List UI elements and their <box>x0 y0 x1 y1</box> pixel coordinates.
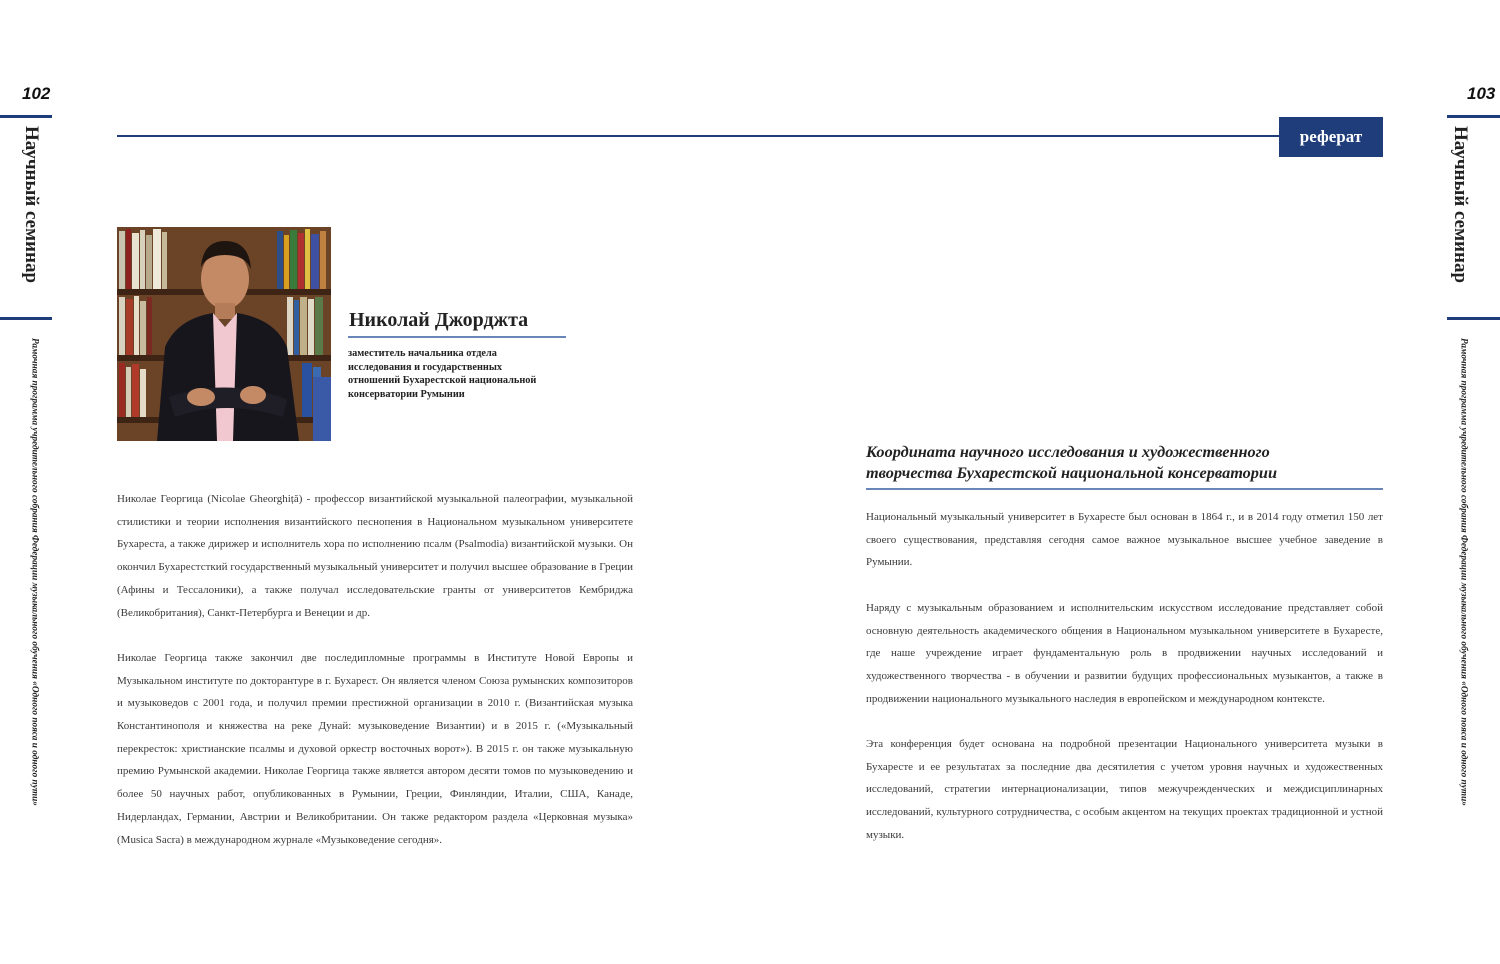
author-name: Николай Джорджта <box>349 309 529 331</box>
author-position <box>348 347 578 401</box>
bio-paragraph: Николае Георгица (Nicolae Gheorghiță) - профессор византийской музыкальной палеографии, музыкальной стилистики и теории исполнения византийского песнопения в Национальном музыкальном университете Бухареста, а также дирижер и исполнитель хора по исполнению псалм (Psalmodia) византийской музыки. Он окончил Бухарестсткий государственный музыкальный университет и получил высшее образование в Греции (Афины и Тессалоники), а также получал исследовательские гранты от университетов Кембриджа (Великобритания), Санкт-Петербурга и Венеции и др. <box>117 493 633 619</box>
article-body <box>866 506 1383 847</box>
side-rule-top-right <box>1447 115 1500 118</box>
side-subtitle-right: Рамочная программа учредительного собрания Федерации музыкального обучения «Одного пояса и одного пути» <box>1458 338 1469 806</box>
side-subtitle-left: Рамочная программа учредительного собрания Федерации музыкального обучения «Одного пояса и одного пути» <box>29 338 40 806</box>
article-title-line: Координата научного исследования и художественного <box>866 442 1270 461</box>
article-paragraph: Национальный музыкальный университет в Бухаресте был основан в 1864 г., и в 2014 году отметил 150 лет своего существования, представляя сегодня самое важное музыкальное высшее учебное заведение в Румынии. <box>866 511 1383 569</box>
author-photo <box>117 227 331 441</box>
side-rule-bottom-right <box>1447 317 1500 320</box>
author-name-rule <box>348 336 566 338</box>
author-position-line: исследования и государственных <box>348 361 503 373</box>
page-number-right: 103 <box>1467 84 1496 103</box>
author-position-line: консерватории Румынии <box>348 388 465 400</box>
bio-paragraph: Николае Георгица также закончил две последипломные программы в Институте Новой Европы и Музыкальном институте по докторантуре в г. Бухарест. Он является членом Союза румынских композиторов и музыковедов с 2001 года, и получил премии престижной организации в 2010 г. (Византийская музыка Константинополя и княжества на реке Дунай: музыковедение Византии) и в 2015 г. («Музыкальный перекресток: христианские псалмы и духовой оркестр восточных ворот»). В 2015 г. он также музыкальную премию Румынской академии. Николае Георгица также является автором десяти томов по музыковедению и более 50 научных работ, опубликованных в Румынии, Греции, Финляндии, Италии, США, Канаде, Нидерландах, Германии, Австрии и Великобритании. Он также редактором раздела «Церковная музыка» (Musica Sacra) в международном журнале «Музыковедение сегодня». <box>117 651 633 846</box>
article-title <box>866 441 1277 483</box>
side-rule-top-left <box>0 115 52 118</box>
page-number-left: 102 <box>22 84 51 103</box>
side-title-left: Научный семинар <box>21 126 42 284</box>
header-rule <box>117 135 1280 137</box>
bio-text <box>117 488 633 851</box>
article-paragraph: Наряду с музыкальным образованием и исполнительским искусством исследование представляет собой основную деятельность академического общения в Национальном музыкальном университете в Бухаресте, где наше учреждение играет фундаментальную роль в продвижении научных исследований и художественного творчества - в обучении и развитии будущих профессиональных музыкантов, а также в продвижении национального музыкального наследия в европейском и международном контексте. <box>866 601 1383 705</box>
section-badge: реферат <box>1279 117 1383 157</box>
side-rule-bottom-left <box>0 317 52 320</box>
article-title-rule <box>866 488 1383 490</box>
article-paragraph: Эта конференция будет основана на подробной презентации Национального университета музыки в Бухаресте и ее результатах за последние два десятилетия с учетом уровня научных и художественных исследований, стратегии интернационализации, типов межучрежденческих и междисциплинарных исследований, культурного сотрудничества, с особым акцентом на текущих проектах традиционной и устной музыки. <box>866 738 1383 841</box>
side-title-right: Научный семинар <box>1450 126 1471 284</box>
article-title-line: творчества Бухарестской национальной консерватории <box>866 463 1278 482</box>
author-position-line: отношений Бухарестской национальной <box>348 375 537 386</box>
author-position-line: заместитель начальника отдела <box>348 348 497 359</box>
